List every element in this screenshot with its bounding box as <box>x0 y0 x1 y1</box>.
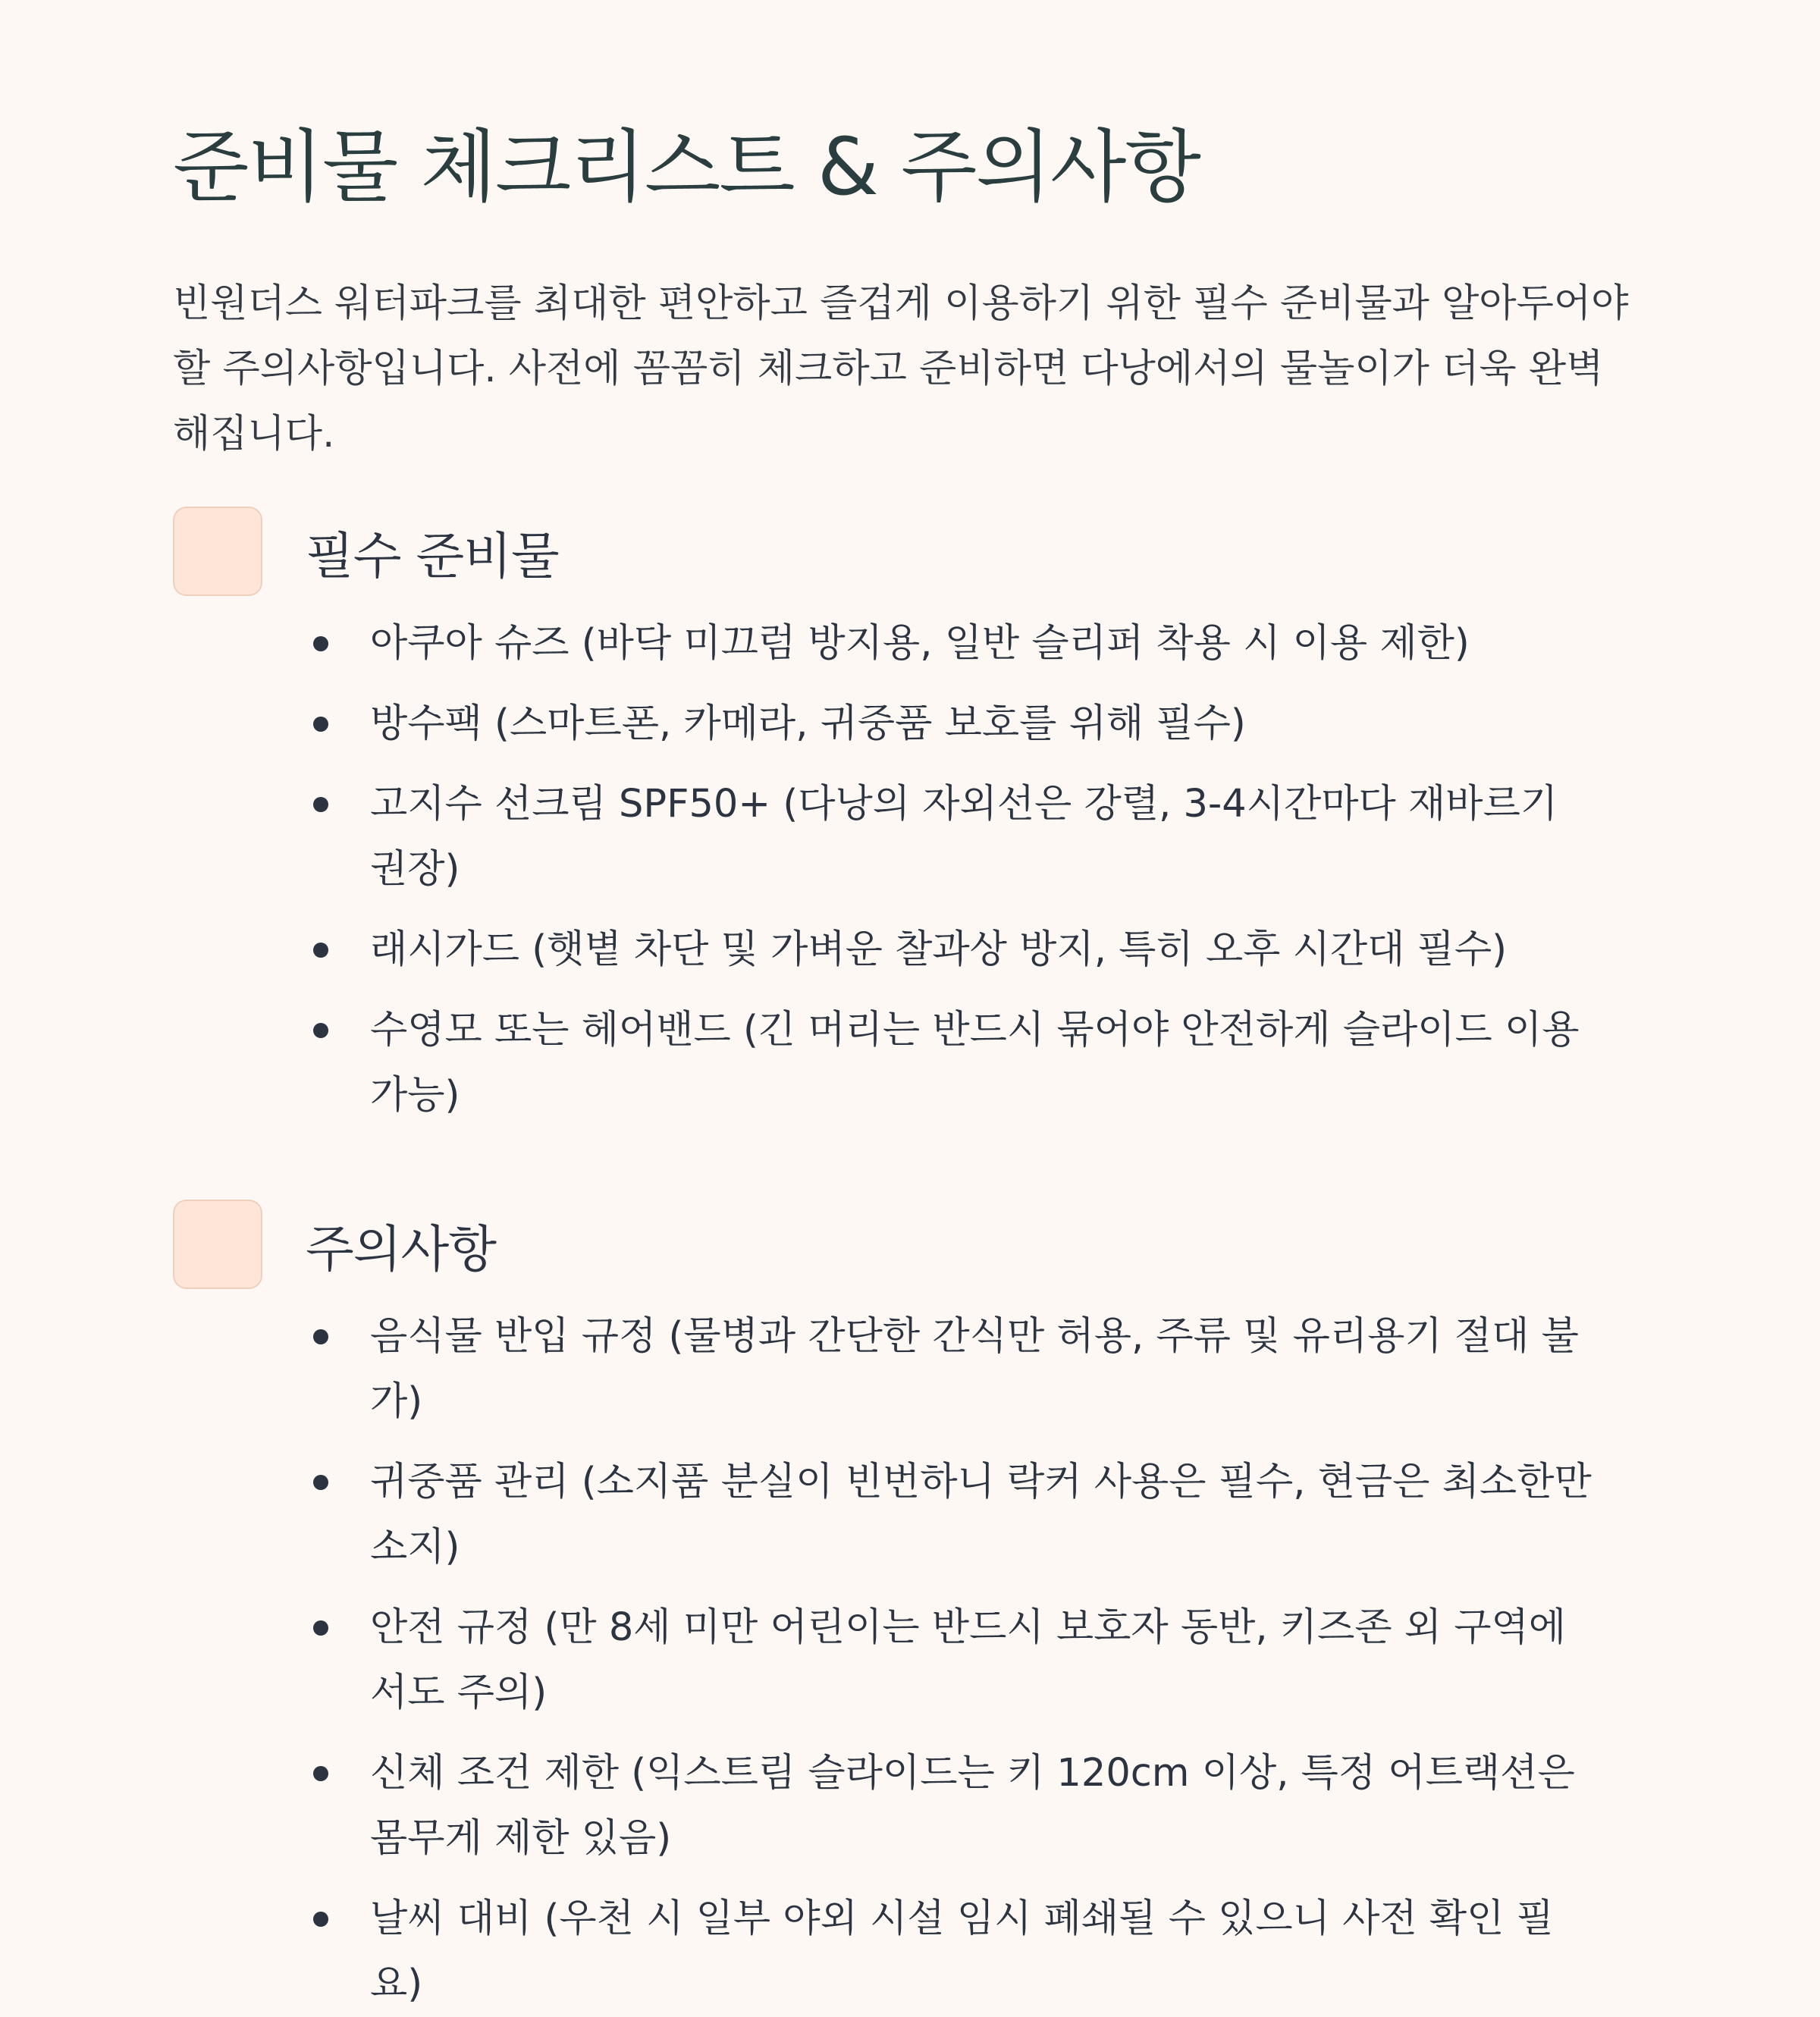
section-heading: 필수 준비물 <box>306 526 559 585</box>
list-item-text: 안전 규정 (만 8세 미만 어린이는 반드시 보호자 동반, 키즈존 외 구역에서도 주의) <box>370 1605 1567 1715</box>
bullet-icon <box>313 636 328 651</box>
list-item-text: 날씨 대비 (우천 시 일부 야외 시설 임시 폐쇄될 수 있으니 사전 확인 필요) <box>370 1896 1554 2006</box>
list-item <box>306 1595 1595 1726</box>
section-essentials <box>173 507 1647 1128</box>
bullet-icon <box>313 943 328 958</box>
list-item <box>306 1887 1595 2017</box>
cautions-list <box>306 1304 1647 2017</box>
list-item <box>306 611 1595 676</box>
list-item <box>306 998 1595 1128</box>
list-item-text: 신체 조건 제한 (익스트림 슬라이드는 키 120cm 이상, 특정 어트랙션은 몸무게 제한 있음) <box>370 1751 1575 1861</box>
essentials-checkbox-icon <box>173 507 262 596</box>
page-title: 준비물 체크리스트 & 주의사항 <box>173 121 1200 213</box>
list-item <box>306 692 1595 757</box>
bullet-icon <box>313 1620 328 1636</box>
list-item <box>306 918 1595 983</box>
bullet-icon <box>313 1912 328 1927</box>
bullet-icon <box>313 1766 328 1781</box>
list-item-text: 방수팩 (스마트폰, 카메라, 귀중품 보호를 위해 필수) <box>370 701 1246 746</box>
list-item <box>306 1741 1595 1871</box>
bullet-icon <box>313 1023 328 1038</box>
essentials-list <box>306 611 1647 1128</box>
list-item <box>306 1450 1595 1580</box>
list-item-text: 귀중품 관리 (소지품 분실이 빈번하니 락커 사용은 필수, 현금은 최소한만 소지) <box>370 1460 1592 1570</box>
list-item <box>306 1304 1595 1435</box>
bullet-icon <box>313 1329 328 1344</box>
list-item-text: 음식물 반입 규정 (물병과 간단한 간식만 허용, 주류 및 유리용기 절대 불가) <box>370 1314 1579 1424</box>
section-heading: 주의사항 <box>306 1219 497 1278</box>
intro-paragraph: 빈원더스 워터파크를 최대한 편안하고 즐겁게 이용하기 위한 필수 준비물과 알아두어야 할 주의사항입니다. 사전에 꼼꼼히 체크하고 준비하면 다낭에서의 물놀이가 더욱 완벽해집니다. <box>173 281 1629 456</box>
section-cautions <box>173 1200 1647 2017</box>
list-item-text: 고지수 선크림 SPF50+ (다낭의 자외선은 강렬, 3-4시간마다 재바르기 권장) <box>370 782 1558 892</box>
bullet-icon <box>313 717 328 732</box>
cautions-checkbox-icon <box>173 1200 262 1289</box>
bullet-icon <box>313 1475 328 1490</box>
list-item-text: 아쿠아 슈즈 (바닥 미끄럼 방지용, 일반 슬리퍼 착용 시 이용 제한) <box>370 621 1470 666</box>
list-item-text: 수영모 또는 헤어밴드 (긴 머리는 반드시 묶어야 안전하게 슬라이드 이용 가능) <box>370 1008 1580 1118</box>
list-item <box>306 772 1595 902</box>
bullet-icon <box>313 797 328 812</box>
list-item-text: 래시가드 (햇볕 차단 및 가벼운 찰과상 방지, 특히 오후 시간대 필수) <box>370 927 1508 972</box>
